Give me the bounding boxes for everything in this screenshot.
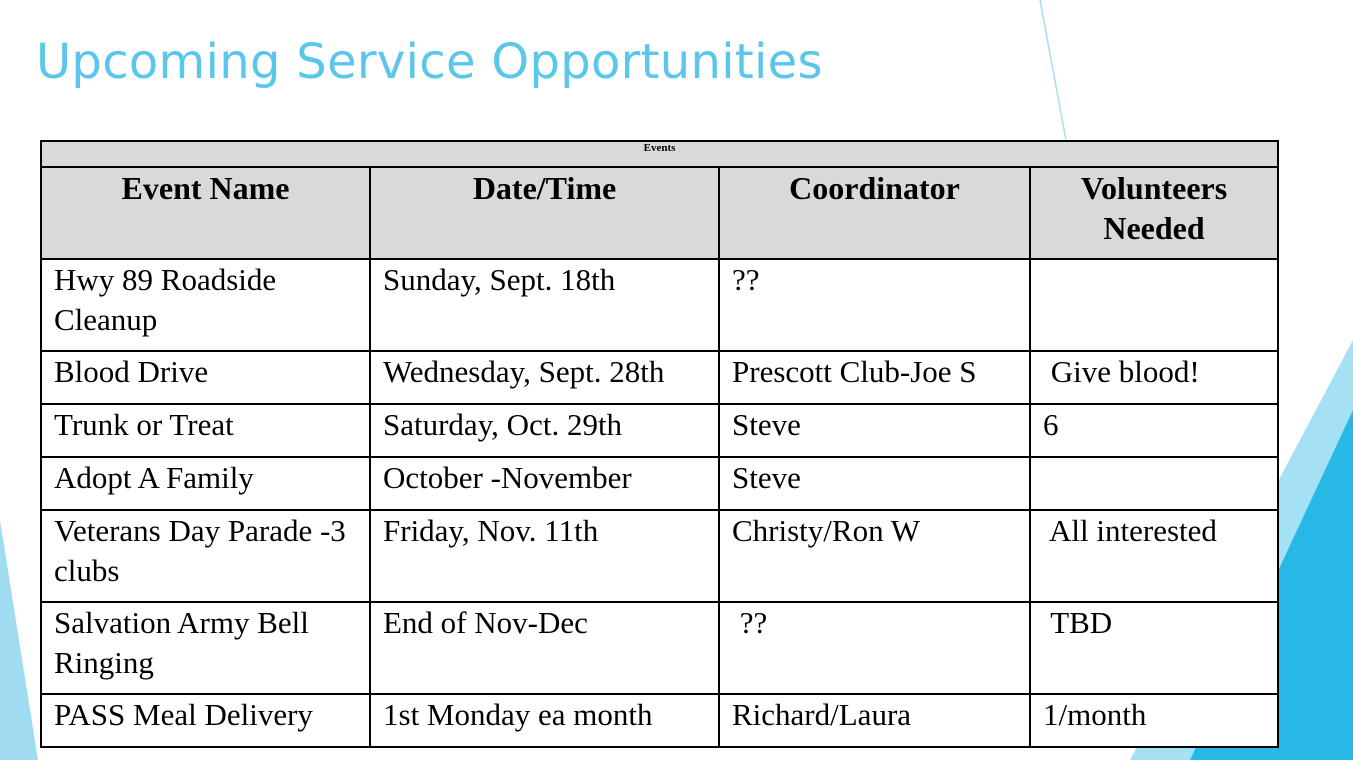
- cell-date-time: Friday, Nov. 11th: [370, 510, 719, 602]
- cell-event-name: Salvation Army Bell Ringing: [41, 602, 370, 694]
- table-row: [41, 602, 1278, 694]
- table-row: [41, 694, 1278, 747]
- cell-volunteers: TBD: [1030, 602, 1278, 694]
- cell-coordinator: Steve: [719, 457, 1030, 510]
- table-row: [41, 457, 1278, 510]
- cell-coordinator: Christy/Ron W: [719, 510, 1030, 602]
- slide-title: Upcoming Service Opportunities: [36, 34, 823, 90]
- cell-coordinator: ??: [719, 259, 1030, 351]
- decorative-line: [1040, 0, 1066, 140]
- cell-date-time: Sunday, Sept. 18th: [370, 259, 719, 351]
- header-date-time: Date/Time: [370, 167, 719, 259]
- cell-coordinator: ??: [719, 602, 1030, 694]
- cell-coordinator: Richard/Laura: [719, 694, 1030, 747]
- cell-event-name: Blood Drive: [41, 351, 370, 404]
- left-accent-shape: [0, 520, 38, 760]
- cell-volunteers: Give blood!: [1030, 351, 1278, 404]
- cell-event-name: Trunk or Treat: [41, 404, 370, 457]
- events-table: [40, 140, 1279, 748]
- cell-date-time: 1st Monday ea month: [370, 694, 719, 747]
- cell-coordinator: Steve: [719, 404, 1030, 457]
- cell-volunteers: 6: [1030, 404, 1278, 457]
- cell-date-time: October -November: [370, 457, 719, 510]
- cell-date-time: End of Nov-Dec: [370, 602, 719, 694]
- cell-volunteers: [1030, 259, 1278, 351]
- table-caption-row: [41, 141, 1278, 167]
- table-row: [41, 404, 1278, 457]
- table-row: [41, 351, 1278, 404]
- cell-coordinator: Prescott Club-Joe S: [719, 351, 1030, 404]
- table-caption: Events: [41, 141, 1278, 167]
- header-volunteers-needed: Volunteers Needed: [1030, 167, 1278, 259]
- table-header-row: [41, 167, 1278, 259]
- cell-event-name: PASS Meal Delivery: [41, 694, 370, 747]
- cell-event-name: Veterans Day Parade -3 clubs: [41, 510, 370, 602]
- cell-date-time: Saturday, Oct. 29th: [370, 404, 719, 457]
- cell-volunteers: [1030, 457, 1278, 510]
- header-coordinator: Coordinator: [719, 167, 1030, 259]
- cell-date-time: Wednesday, Sept. 28th: [370, 351, 719, 404]
- cell-volunteers: 1/month: [1030, 694, 1278, 747]
- cell-event-name: Hwy 89 Roadside Cleanup: [41, 259, 370, 351]
- cell-volunteers: All interested: [1030, 510, 1278, 602]
- header-event-name: Event Name: [41, 167, 370, 259]
- table-row: [41, 259, 1278, 351]
- table-row: [41, 510, 1278, 602]
- cell-event-name: Adopt A Family: [41, 457, 370, 510]
